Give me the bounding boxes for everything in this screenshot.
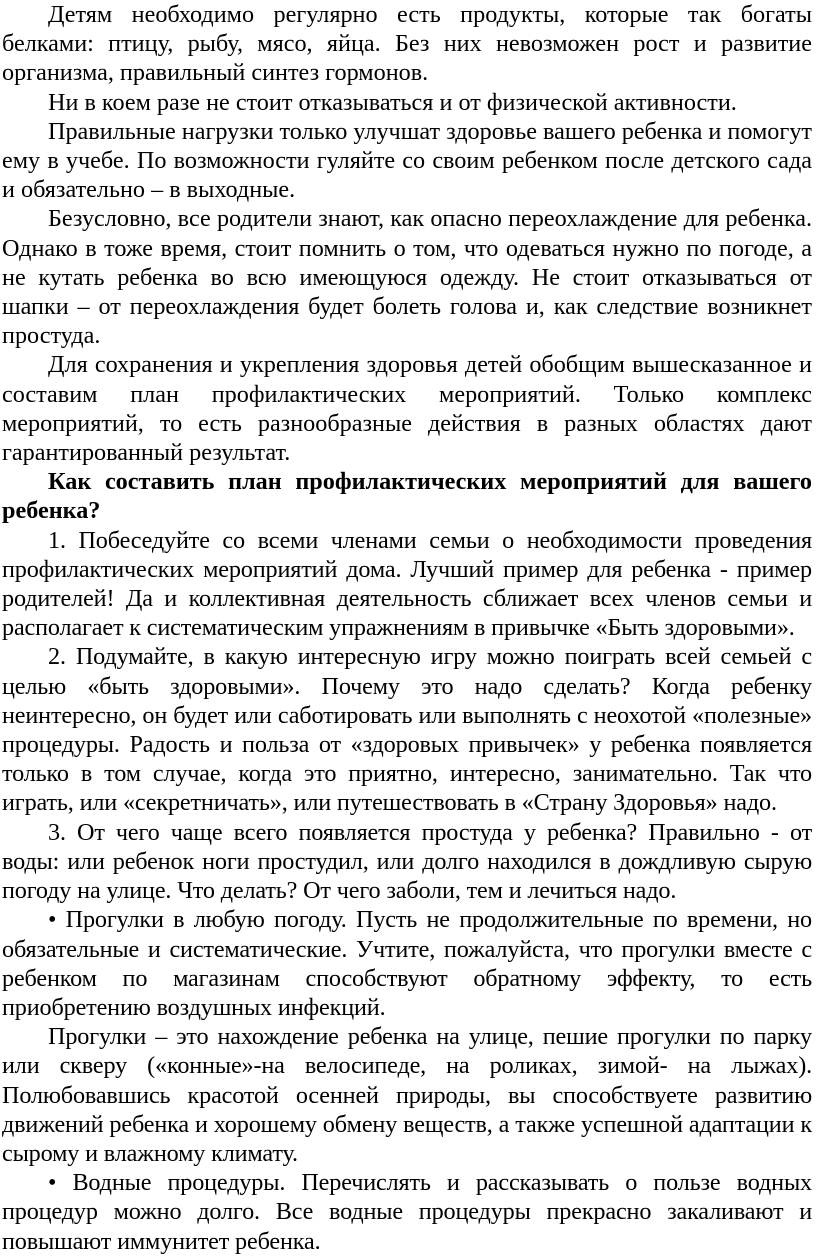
paragraph-physical-activity: Ни в коем разе не стоит отказываться и от физической активности. — [48, 88, 737, 116]
paragraph-proteins: Детям необходимо регулярно есть продукты, которые так богаты белками: птицу, рыбу, мясо, яйца. Без них невозможен рост и развитие организма, правильный синтез гормонов. — [2, 1, 812, 87]
bullet-walks: • Прогулки в любую погоду. Пусть не продолжительные по времени, но обязательные и систематические. Учтите, пожалуйста, что прогулки вместе с ребенком по магазинам способствуют обратному эффекту, то есть приобретению воздушных инфекций. — [2, 906, 812, 1021]
bullet-water-procedures: • Водные процедуры. Перечислять и рассказывать о пользе водных процедур можно долго. Все водные процедуры прекрасно закаливают и повышают иммунитет ребенка. — [2, 1169, 812, 1255]
list-item-talk-to-family: 1. Побеседуйте со всеми членами семьи о необходимости проведения профилактических мероприятий дома. Лучший пример для ребенка - пример родителей! Да и коллективная деятельность сближает всех членов семьи и располагает к систематическим упражнениям в привычке «Быть здоровыми». — [2, 526, 812, 642]
list-item-game: 2. Подумайте, в какую интересную игру можно поиграть всей семьей с целью «быть здоровыми». Почему это надо сделать? Когда ребенку неинтересно, он будет или саботировать или выполнять с неохотой «полезные» процедуры. Радость и польза от «здоровых привычек» у ребенка появляется только в том случае, когда это приятно, интересно, занимательно. Так что играть, или «секретничать», или путешествовать в «Страну Здоровья» надо. — [2, 643, 812, 817]
paragraph-prevention-plan: Для сохранения и укрепления здоровья детей обобщим вышесказанное и составим план профилактических мероприятий. Только комплекс мероприятий, то есть разнообразные действия в разных областях дают гарантированный результат. — [2, 351, 812, 467]
paragraph-walks-detail: Прогулки – это нахождение ребенка на улице, пешие прогулки по парку или скверу («конные»-на велосипеде, на роликах, зимой- на лыжах). Полюбовавшись красотой осенней природы, вы способствуете развитию движений ребенка и хорошему обмену веществ, а также успешной адаптации к сырому и влажному климату. — [2, 1023, 812, 1167]
paragraph-loads: Правильные нагрузки только улучшат здоровье вашего ребенка и помогут ему в учебе. По возможности гуляйте со своим ребенком после детского сада и обязательно – в выходные. — [2, 117, 812, 204]
section-heading: Как составить план профилактических мероприятий для вашего ребенка? — [2, 468, 812, 525]
list-item-cold-causes: 3. От чего чаще всего появляется простуда у ребенка? Правильно - от воды: или ребенок ноги простудил, или долго находился в дождливую сырую погоду на улице. Что делать? От чего заболи, тем и лечиться надо. — [2, 818, 812, 905]
paragraph-hypothermia: Безусловно, все родители знают, как опасно переохлаждение для ребенка. Однако в тоже время, стоит помнить о том, что одеваться нужно по погоде, а не кутать ребенка во всю имеющуюся одежду. Не стоит отказываться от шапки – от переохлаждения будет болеть голова и, как следствие возникнет простуда. — [2, 205, 812, 350]
